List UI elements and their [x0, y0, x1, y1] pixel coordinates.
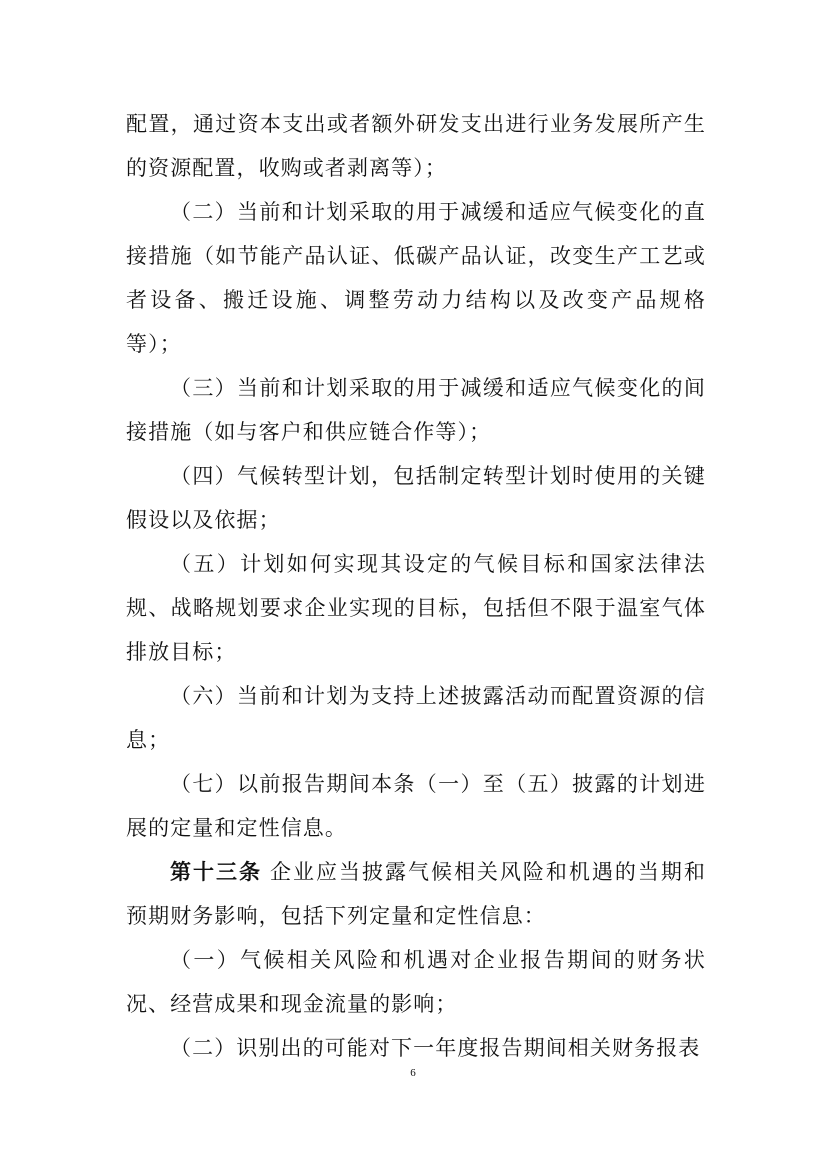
paragraph-article13-item-2: （二）识别出的可能对下一年度报告期间相关财务报表 — [170, 1036, 701, 1060]
paragraph-article13-item-1: （一）气候相关风险和机遇对企业报告期间的财务状况、经营成果和现金流量的影响； — [126, 948, 706, 1016]
paragraph-item-4: （四）气候转型计划，包括制定转型计划时使用的关键假设以及依据； — [126, 464, 706, 532]
paragraph-item-6: （六）当前和计划为支持上述披露活动而配置资源的信息； — [126, 684, 706, 752]
article-13-heading: 第十三条 — [170, 859, 262, 884]
paragraph-continuation: 配置，通过资本支出或者额外研发支出进行业务发展所产生的资源配置，收购或者剥离等）； — [126, 112, 706, 180]
paragraph-item-7: （七）以前报告期间本条（一）至（五）披露的计划进展的定量和定性信息。 — [126, 772, 706, 840]
paragraph-item-2: （二）当前和计划采取的用于减缓和适应气候变化的直接措施（如节能产品认证、低碳产品认证，改变生产工艺或者设备、搬迁设施、调整劳动力结构以及改变产品规格等）； — [126, 200, 706, 356]
paragraph-item-5: （五）计划如何实现其设定的气候目标和国家法律法规、战略规划要求企业实现的目标，包括但不限于温室气体排放目标； — [126, 552, 706, 664]
page-number: 6 — [410, 1067, 416, 1079]
body-text — [126, 102, 706, 1070]
paragraph-item-3: （三）当前和计划采取的用于减缓和适应气候变化的间接措施（如与客户和供应链合作等）； — [126, 376, 706, 444]
article-13-body: 企业应当披露气候相关风险和机遇的当期和预期财务影响，包括下列定量和定性信息： — [126, 860, 706, 928]
article-13-paragraph — [126, 850, 706, 938]
